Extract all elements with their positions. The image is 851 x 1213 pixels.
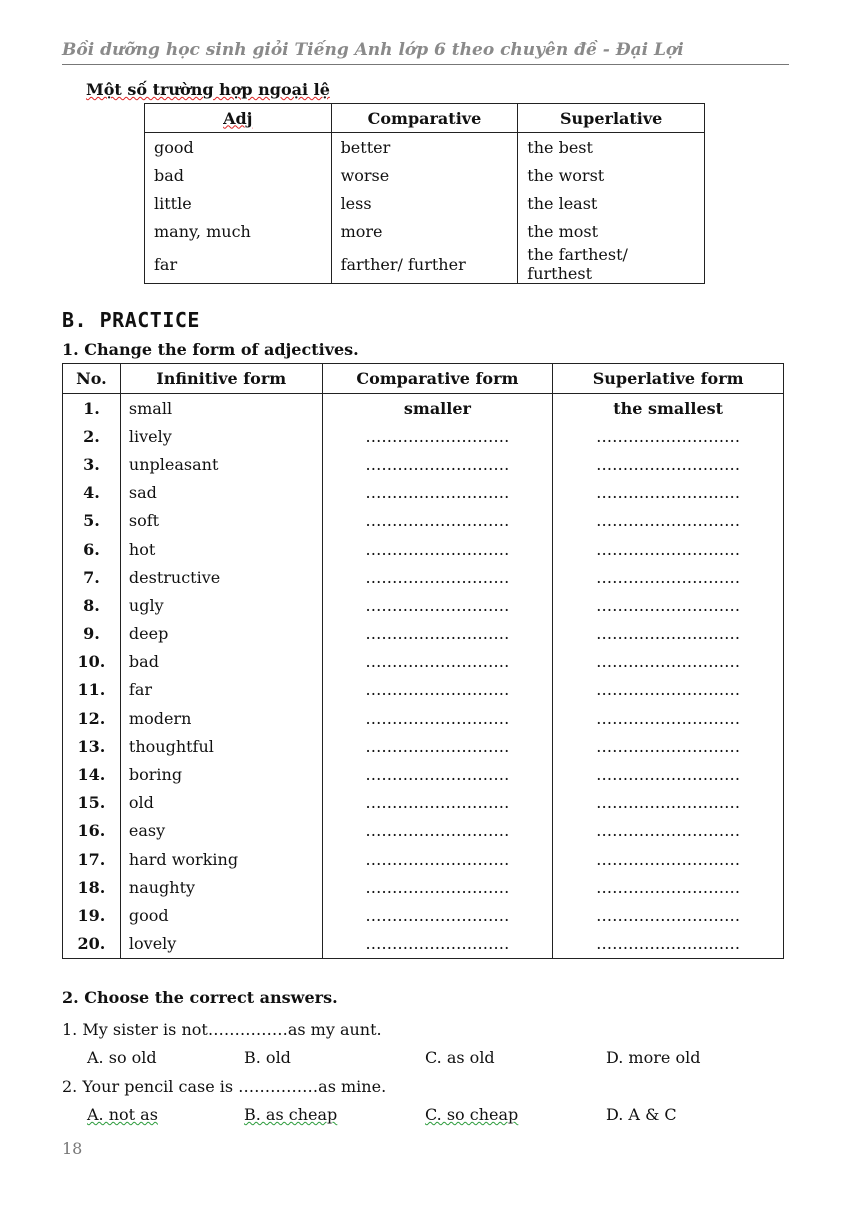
table-cell: many, much (145, 217, 332, 245)
option-d[interactable]: D. more old (606, 1048, 701, 1067)
superlative-cell[interactable]: ……………………… (553, 732, 784, 760)
table-row (63, 789, 784, 817)
superlative-cell[interactable]: ……………………… (553, 563, 784, 591)
row-number: 19. (63, 901, 121, 929)
exceptions-table (144, 103, 705, 284)
table-cell: bad (145, 161, 332, 189)
section-heading: B. PRACTICE (62, 308, 200, 332)
table-cell: farther/ further (331, 245, 518, 284)
table-row (63, 817, 784, 845)
table-row (63, 620, 784, 648)
row-number: 1. (63, 394, 121, 423)
superlative-cell[interactable]: ……………………… (553, 676, 784, 704)
table-row (63, 450, 784, 478)
comparative-cell[interactable]: ……………………… (322, 479, 553, 507)
column-header: Adj (145, 104, 332, 133)
infinitive-cell: unpleasant (120, 450, 322, 478)
comparative-cell[interactable]: ……………………… (322, 648, 553, 676)
row-number: 4. (63, 479, 121, 507)
row-number: 5. (63, 507, 121, 535)
infinitive-cell: easy (120, 817, 322, 845)
option-a[interactable]: A. so old (87, 1048, 157, 1067)
table-row (63, 676, 784, 704)
row-number: 14. (63, 760, 121, 788)
exercise-2 (62, 988, 792, 1130)
question-text: 2. Your pencil case is ……………as mine. (62, 1077, 387, 1096)
table-row (145, 189, 705, 217)
option-c[interactable]: C. as old (425, 1048, 495, 1067)
infinitive-cell: naughty (120, 873, 322, 901)
table-row (63, 422, 784, 450)
table-cell: the least (518, 189, 705, 217)
comparative-cell[interactable]: ……………………… (322, 535, 553, 563)
table-header-row (63, 364, 784, 394)
comparative-cell[interactable]: ……………………… (322, 789, 553, 817)
table-row (63, 648, 784, 676)
row-number: 8. (63, 591, 121, 619)
infinitive-cell: lovely (120, 930, 322, 959)
table-row (63, 563, 784, 591)
superlative-cell[interactable]: ……………………… (553, 704, 784, 732)
table-cell: less (331, 189, 518, 217)
row-number: 9. (63, 620, 121, 648)
table-row (63, 760, 784, 788)
column-header: Superlative form (553, 364, 784, 394)
table-cell: good (145, 133, 332, 162)
comparative-cell[interactable]: ……………………… (322, 873, 553, 901)
row-number: 12. (63, 704, 121, 732)
infinitive-cell: good (120, 901, 322, 929)
superlative-cell[interactable]: ……………………… (553, 648, 784, 676)
row-number: 15. (63, 789, 121, 817)
superlative-cell[interactable]: ……………………… (553, 620, 784, 648)
superlative-cell: the smallest (553, 394, 784, 423)
comparative-cell[interactable]: ……………………… (322, 620, 553, 648)
comparative-cell[interactable]: ……………………… (322, 817, 553, 845)
infinitive-cell: destructive (120, 563, 322, 591)
row-number: 16. (63, 817, 121, 845)
row-number: 13. (63, 732, 121, 760)
row-number: 6. (63, 535, 121, 563)
infinitive-cell: old (120, 789, 322, 817)
infinitive-cell: thoughtful (120, 732, 322, 760)
row-number: 11. (63, 676, 121, 704)
row-number: 20. (63, 930, 121, 959)
option-d[interactable]: D. A & C (606, 1105, 677, 1124)
table-row (145, 133, 705, 162)
comparative-cell[interactable]: ……………………… (322, 732, 553, 760)
table-row (63, 845, 784, 873)
table-row (63, 732, 784, 760)
infinitive-cell: far (120, 676, 322, 704)
option-c[interactable]: C. so cheap (425, 1105, 519, 1124)
superlative-cell[interactable]: ……………………… (553, 873, 784, 901)
comparative-cell[interactable]: ……………………… (322, 676, 553, 704)
table-cell: more (331, 217, 518, 245)
row-number: 18. (63, 873, 121, 901)
table-row (63, 873, 784, 901)
infinitive-cell: bad (120, 648, 322, 676)
table-row (63, 591, 784, 619)
superlative-cell[interactable]: ……………………… (553, 450, 784, 478)
superlative-cell[interactable]: ……………………… (553, 535, 784, 563)
exercise-2-title: 2. Choose the correct answers. (62, 988, 338, 1007)
row-number: 3. (63, 450, 121, 478)
column-header: No. (63, 364, 121, 394)
comparative-cell[interactable]: ……………………… (322, 507, 553, 535)
table-row (63, 394, 784, 423)
question-text: 1. My sister is not……………as my aunt. (62, 1020, 382, 1039)
comparative-cell[interactable]: ……………………… (322, 845, 553, 873)
column-header: Superlative (518, 104, 705, 133)
table-cell: the best (518, 133, 705, 162)
table-cell: the most (518, 217, 705, 245)
infinitive-cell: deep (120, 620, 322, 648)
infinitive-cell: lively (120, 422, 322, 450)
comparative-cell: smaller (322, 394, 553, 423)
table-cell: far (145, 245, 332, 284)
table-row (63, 901, 784, 929)
option-a[interactable]: A. not as (87, 1105, 158, 1124)
comparative-cell[interactable]: ……………………… (322, 422, 553, 450)
infinitive-cell: ugly (120, 591, 322, 619)
infinitive-cell: hard working (120, 845, 322, 873)
table-row (63, 479, 784, 507)
table-header-row (145, 104, 705, 133)
table-row (145, 161, 705, 189)
infinitive-cell: modern (120, 704, 322, 732)
table-row (63, 704, 784, 732)
running-header: Bồi dưỡng học sinh giỏi Tiếng Anh lớp 6 theo chuyên đề - Đại Lợi (62, 40, 789, 65)
superlative-cell[interactable]: ……………………… (553, 479, 784, 507)
row-number: 10. (63, 648, 121, 676)
exceptions-title: Một số trường hợp ngoại lệ (86, 80, 330, 99)
column-header: Comparative form (322, 364, 553, 394)
column-header: Comparative (331, 104, 518, 133)
table-row (63, 535, 784, 563)
table-row (63, 507, 784, 535)
exercise-1-title: 1. Change the form of adjectives. (62, 340, 359, 359)
answer-options (62, 1044, 792, 1073)
superlative-cell[interactable]: ……………………… (553, 901, 784, 929)
superlative-cell[interactable]: ……………………… (553, 930, 784, 959)
comparative-cell[interactable]: ……………………… (322, 450, 553, 478)
row-number: 2. (63, 422, 121, 450)
answer-options (62, 1101, 792, 1130)
comparative-cell[interactable]: ……………………… (322, 563, 553, 591)
option-b[interactable]: B. as cheap (244, 1105, 338, 1124)
table-row (145, 245, 705, 284)
superlative-cell[interactable]: ……………………… (553, 845, 784, 873)
comparative-cell[interactable]: ……………………… (322, 591, 553, 619)
infinitive-cell: sad (120, 479, 322, 507)
superlative-cell[interactable]: ……………………… (553, 507, 784, 535)
column-header: Infinitive form (120, 364, 322, 394)
table-row (63, 930, 784, 959)
practice-table (62, 363, 784, 959)
infinitive-cell: soft (120, 507, 322, 535)
option-b[interactable]: B. old (244, 1048, 291, 1067)
superlative-cell[interactable]: ……………………… (553, 591, 784, 619)
comparative-cell[interactable]: ……………………… (322, 760, 553, 788)
comparative-cell[interactable]: ……………………… (322, 930, 553, 959)
table-cell: the worst (518, 161, 705, 189)
superlative-cell[interactable]: ……………………… (553, 422, 784, 450)
page-number: 18 (62, 1139, 83, 1158)
table-cell: the farthest/ furthest (518, 245, 705, 284)
superlative-cell[interactable]: ……………………… (553, 760, 784, 788)
superlative-cell[interactable]: ……………………… (553, 817, 784, 845)
comparative-cell[interactable]: ……………………… (322, 704, 553, 732)
infinitive-cell: small (120, 394, 322, 423)
superlative-cell[interactable]: ……………………… (553, 789, 784, 817)
row-number: 17. (63, 845, 121, 873)
row-number: 7. (63, 563, 121, 591)
infinitive-cell: hot (120, 535, 322, 563)
table-cell: better (331, 133, 518, 162)
infinitive-cell: boring (120, 760, 322, 788)
table-cell: little (145, 189, 332, 217)
table-row (145, 217, 705, 245)
table-cell: worse (331, 161, 518, 189)
comparative-cell[interactable]: ……………………… (322, 901, 553, 929)
